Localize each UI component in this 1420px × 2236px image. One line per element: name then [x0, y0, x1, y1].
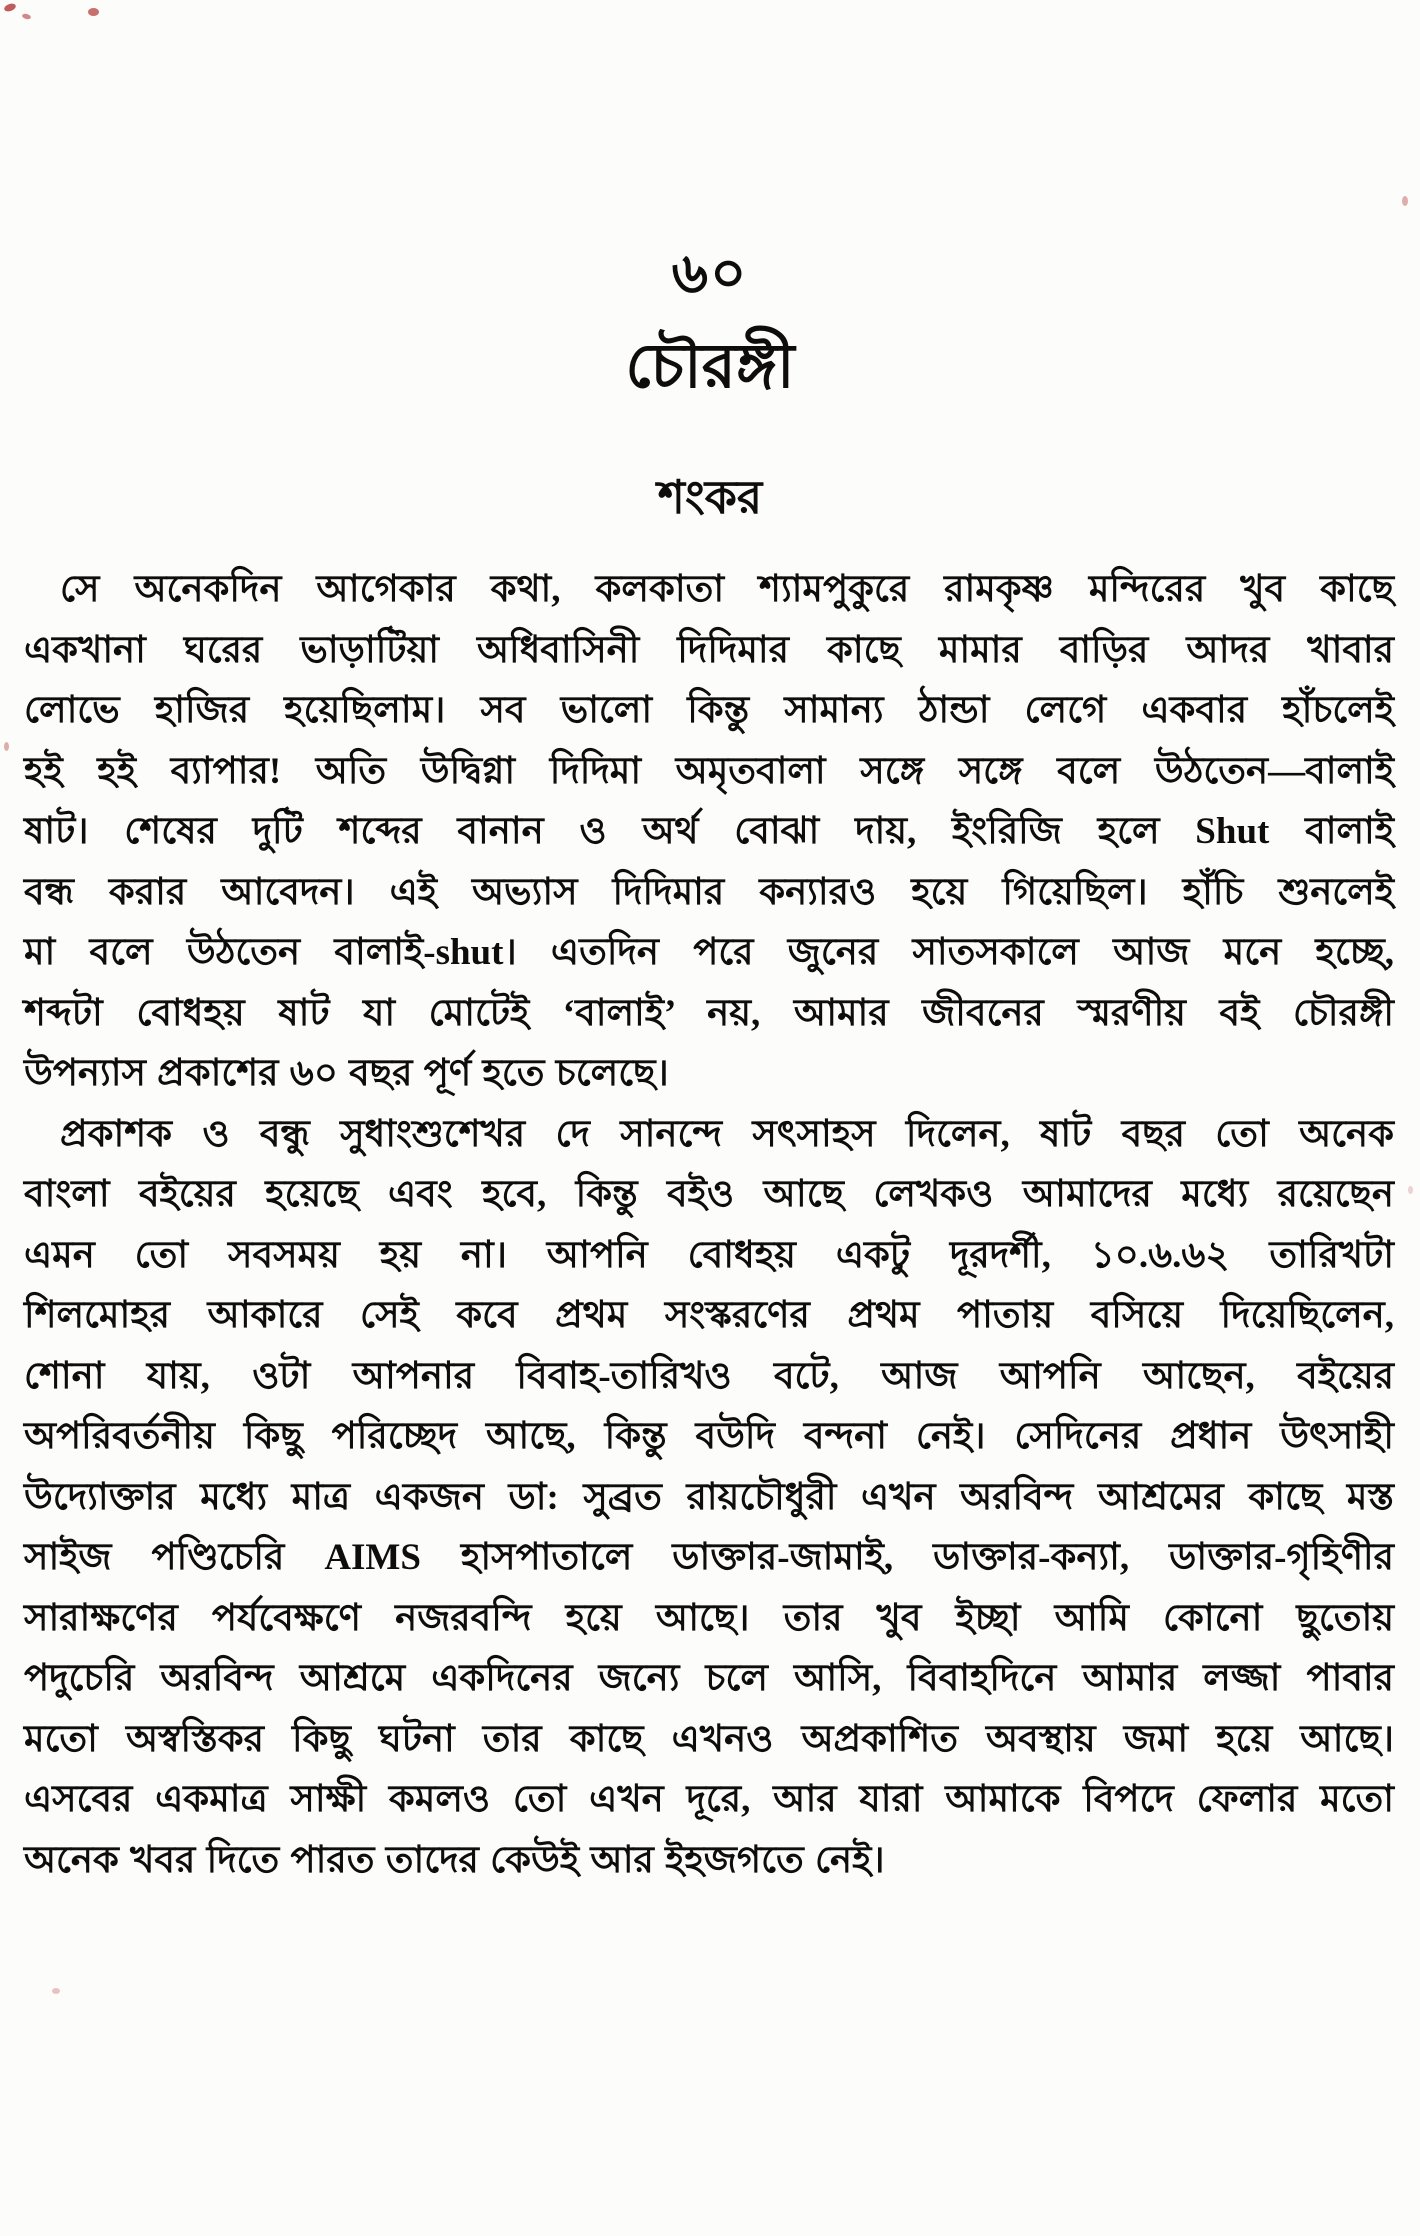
text-line: এমন তো সবসময় হয় না। আপনি বোধহয় একটু দূরদর্শী, ১০.৬.৬২ তারিখটা — [24, 1234, 1394, 1276]
paragraph — [24, 1105, 1394, 1892]
page-header — [0, 0, 1420, 526]
text-line: শিলমোহর আকারে সেই কবে প্রথম সংস্করণের প্রথম পাতায় বসিয়ে দিয়েছিলেন, — [24, 1295, 1394, 1336]
text-line: উপন্যাস প্রকাশের ৬০ বছর পূর্ণ হতে চলেছে। — [24, 1053, 669, 1094]
text-line: বাংলা বইয়ের হয়েছে এবং হবে, কিন্তু বইও আছে লেখকও আমাদের মধ্যে রয়েছেন — [24, 1174, 1394, 1215]
text-line: হই হই ব্যাপার! অতি উদ্বিগ্না দিদিমা অমৃতবালা সঙ্গে সঙ্গে বলে উঠতেন—বালাই — [24, 750, 1394, 792]
text-line: সারাক্ষণের পর্যবেক্ষণে নজরবন্দি হয়ে আছে। তার খুব ইচ্ছা আমি কোনো ছুতোয় — [24, 1597, 1394, 1639]
text-line: পদুচেরি অরবিন্দ আশ্রমে একদিনের জন্যে চলে আসি, বিবাহদিনে আমার লজ্জা পাবার — [24, 1658, 1394, 1699]
text-line: শোনা যায়, ওটা আপনার বিবাহ-তারিখও বটে, আজ আপনি আছেন, বইয়ের — [24, 1355, 1394, 1397]
scan-speckle — [4, 742, 9, 751]
text-line: প্রকাশক ও বন্ধু সুধাংশুশেখর দে সানন্দে সৎসাহস দিলেন, ষাট বছর তো অনেক — [60, 1113, 1394, 1155]
author-name: শংকর — [657, 472, 763, 523]
text-line: মতো অস্বস্তিকর কিছু ঘটনা তার কাছে এখনও অপ্রকাশিত অবস্থায় জমা হয়ে আছে। — [24, 1718, 1394, 1760]
text-line: বন্ধ করার আবেদন। এই অভ্যাস দিদিমার কন্যারও হয়ে গিয়েছিল। হাঁচি শুনলেই — [24, 871, 1394, 913]
text-line: ষাট। শেষের দুটি শব্দের বানান ও অর্থ বোঝা দায়, ইংরিজি হলে Shut বালাই — [24, 811, 1394, 852]
paragraph — [24, 560, 1394, 1105]
text-line: উদ্যোক্তার মধ্যে মাত্র একজন ডা: সুব্রত রায়চৌধুরী এখন অরবিন্দ আশ্রমের কাছে মস্ত — [24, 1476, 1394, 1518]
chapter-number: ৬০ — [671, 243, 749, 305]
body-text — [24, 560, 1394, 1891]
scan-speckle — [1408, 1186, 1413, 1194]
text-line: শব্দটা বোধহয় ষাট যা মোটেই ‘বালাই’ নয়, আমার জীবনের স্মরণীয় বই চৌরঙ্গী — [24, 992, 1394, 1034]
text-line: অপরিবর্তনীয় কিছু পরিচ্ছেদ আছে, কিন্তু বউদি বন্দনা নেই। সেদিনের প্রধান উৎসাহী — [24, 1416, 1394, 1457]
text-line: মা বলে উঠতেন বালাই-shut। এতদিন পরে জুনের সাতসকালে আজ মনে হচ্ছে, — [24, 932, 1394, 973]
text-line: লোভে হাজির হয়েছিলাম। সব ভালো কিন্তু সামান্য ঠান্ডা লেগে একবার হাঁচলেই — [24, 690, 1394, 731]
text-line: অনেক খবর দিতে পারত তাদের কেউই আর ইহজগতে নেই। — [24, 1839, 885, 1881]
scan-speckle — [52, 1988, 60, 1994]
text-line: এসবের একমাত্র সাক্ষী কমলও তো এখন দূরে, আর যারা আমাকে বিপদে ফেলার মতো — [24, 1779, 1394, 1820]
text-line: একখানা ঘরের ভাড়াটিয়া অধিবাসিনী দিদিমার কাছে মামার বাড়ির আদর খাবার — [24, 629, 1394, 671]
text-line: সাইজ পণ্ডিচেরি AIMS হাসপাতালে ডাক্তার-জামাই, ডাক্তার-কন্যা, ডাক্তার-গৃহিণীর — [24, 1537, 1394, 1578]
page-title: চৌরঙ্গী — [625, 333, 795, 401]
text-line: সে অনেকদিন আগেকার কথা, কলকাতা শ্যামপুকুরে রামকৃষ্ণ মন্দিরের খুব কাছে — [60, 569, 1394, 610]
